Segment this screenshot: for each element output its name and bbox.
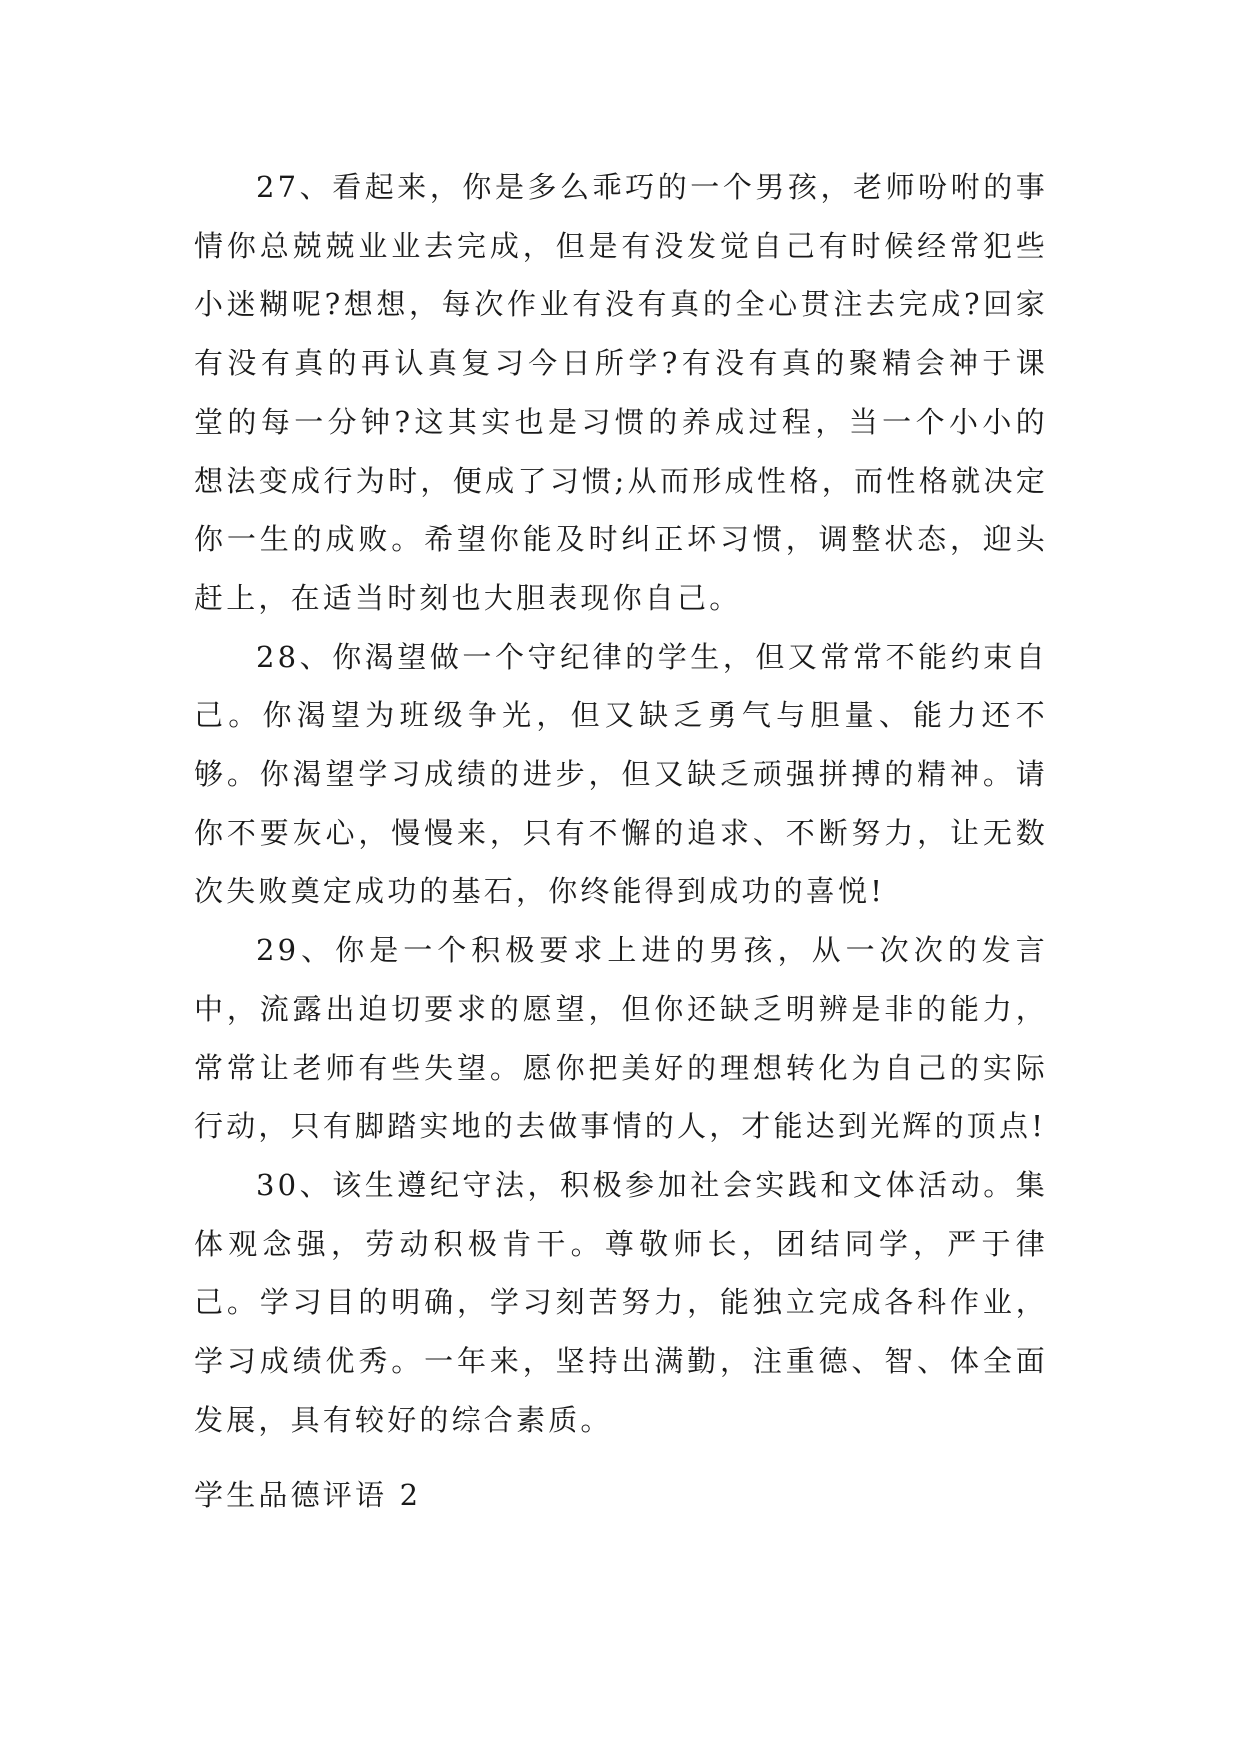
comment-paragraph-27: 27、看起来，你是多么乖巧的一个男孩，老师吩咐的事情你总兢兢业业去完成，但是有没发觉自己有时候经常犯些小迷糊呢?想想，每次作业有没有真的全心贯注去完成?回家有没有真的再认真复习今日所学?有没有真的聚精会神于课堂的每一分钟?这其实也是习惯的养成过程，当一个小小的想法变成行为时，便成了习惯;从而形成性格，而性格就决定你一生的成败。希望你能及时纠正坏习惯，调整状态，迎头赶上，在适当时刻也大胆表现你自己。	[194, 170, 1048, 615]
comment-paragraph-28: 28、你渴望做一个守纪律的学生，但又常常不能约束自己。你渴望为班级争光，但又缺乏勇气与胆量、能力还不够。你渴望学习成绩的进步，但又缺乏顽强拼搏的精神。请你不要灰心，慢慢来，只有不懈的追求、不断努力，让无数次失败奠定成功的基石，你终能得到成功的喜悦!	[194, 639, 1048, 909]
comment-paragraph-30: 30、该生遵纪守法，积极参加社会实践和文体活动。集体观念强，劳动积极肯干。尊敬师长，团结同学，严于律己。学习目的明确，学习刻苦努力，能独立完成各科作业，学习成绩优秀。一年来，坚持出满勤，注重德、智、体全面发展，具有较好的综合素质。	[194, 1167, 1048, 1437]
document-body	[194, 158, 1048, 1449]
comment-paragraph-29: 29、你是一个积极要求上进的男孩，从一次次的发言中，流露出迫切要求的愿望，但你还缺乏明辨是非的能力，常常让老师有些失望。愿你把美好的理想转化为自己的实际行动，只有脚踏实地的去做事情的人，才能达到光辉的顶点!	[194, 933, 1048, 1144]
section-heading: 学生品德评语 2	[194, 1478, 422, 1512]
